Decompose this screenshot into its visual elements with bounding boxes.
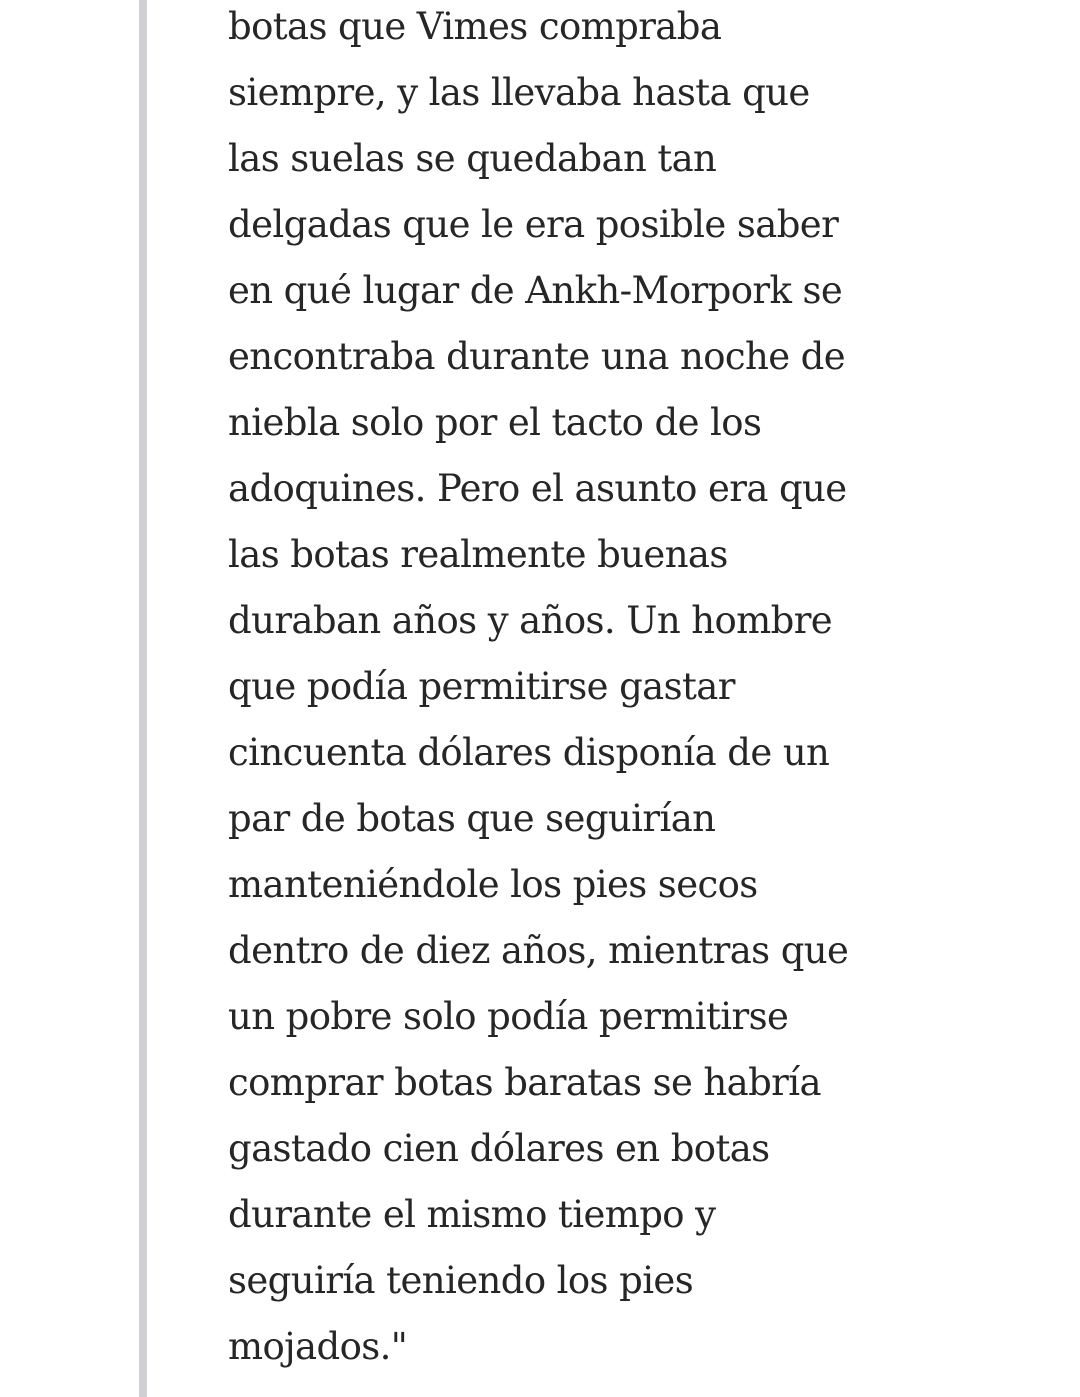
quote-line: mojados."	[228, 1325, 408, 1368]
quote-line: manteniéndole los pies secos	[228, 863, 758, 906]
quote-line: las suelas se quedaban tan	[228, 137, 717, 180]
quote-line: en qué lugar de Ankh-Morpork se	[228, 269, 843, 312]
quote-line: comprar botas baratas se habría	[228, 1061, 821, 1104]
quote-line: botas que Vimes compraba	[228, 5, 722, 48]
quote-line: cincuenta dólares disponía de un	[228, 731, 830, 774]
quote-line: durante el mismo tiempo y	[228, 1193, 716, 1236]
quote-line: adoquines. Pero el asunto era que	[228, 467, 847, 510]
quote-line: gastado cien dólares en botas	[228, 1127, 770, 1170]
quote-line: duraban años y años. Un hombre	[228, 599, 833, 642]
quote-line: encontraba durante una noche de	[228, 335, 846, 378]
quote-line: seguiría teniendo los pies	[228, 1259, 694, 1302]
quote-line: par de botas que seguirían	[228, 797, 716, 840]
quote-line: las botas realmente buenas	[228, 533, 728, 576]
quote-line: delgadas que le era posible saber	[228, 203, 839, 246]
quote-line: que podía permitirse gastar	[228, 665, 735, 708]
quote-line: un pobre solo podía permitirse	[228, 995, 789, 1038]
quote-line: niebla solo por el tacto de los	[228, 401, 762, 444]
blockquote-bar	[139, 0, 147, 1397]
quote-line: dentro de diez años, mientras que	[228, 929, 849, 972]
blockquote-text	[228, 0, 948, 1380]
quote-line: siempre, y las llevaba hasta que	[228, 71, 810, 114]
